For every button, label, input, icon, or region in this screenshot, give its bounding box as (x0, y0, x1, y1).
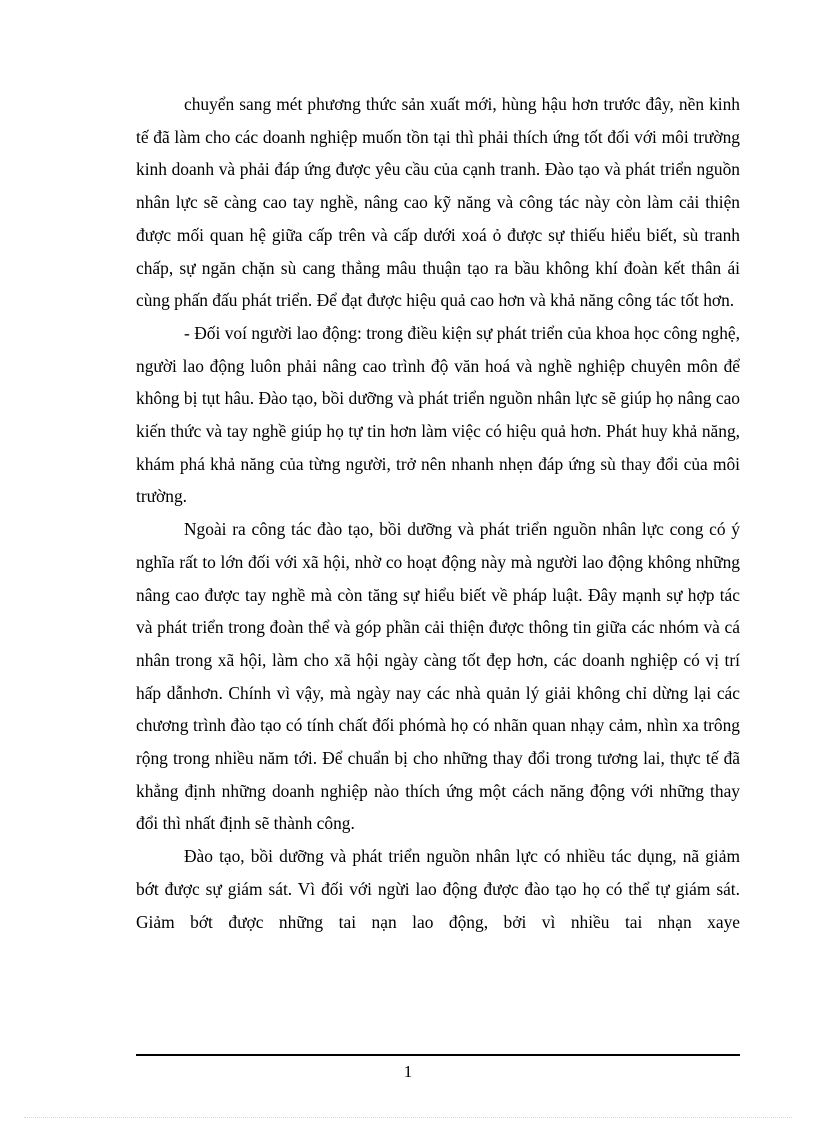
page-number: 1 (403, 1062, 413, 1081)
footer-divider (136, 1054, 740, 1056)
paragraph-2: - Đối voí người lao động: trong điều kiện sự phát triển của khoa học công nghệ, người lao động luôn phải nâng cao trình độ văn hoá và nghề nghiệp chuyên môn để không bị tụt hâu. Đào tạo, bồi dưỡng và phát triển nguồn nhân lực sẽ giúp họ nâng cao kiến thức và tay nghề giúp họ tự tin hơn làm việc có hiệu quả hơn. Phát huy khả năng, khám phá khả năng của từng người, trở nên nhanh nhẹn đáp ứng sù thay đổi của môi trường. (136, 322, 740, 507)
paragraph-4: Đào tạo, bồi dưỡng và phát triển nguồn nhân lực có nhiều tác dụng, nã giảm bớt được sự giám sát. Vì đối với ngừi lao động được đào tạo họ có thể tự giám sát. Giảm bớt được những tai nạn lao động, bởi vì nhiều tai nhạn xaye (136, 846, 740, 932)
page-bottom-edge (24, 1117, 792, 1118)
paragraph-3: Ngoài ra công tác đào tạo, bồi dưỡng và phát triển nguồn nhân lực cong có ý nghĩa rất to lớn đối với xã hội, nhờ co hoạt động này mà người lao động không những nâng cao được tay nghề mà còn tăng sự hiểu biết về pháp luật. Đây mạnh sự hợp tác và phát triển trong đoàn thể và góp phần cải thiện được thông tin giữa các nhóm và cá nhân trong xã hội, làm cho xã hội ngày càng tốt đẹp hơn, các doanh nghiệp có vị trí hấp dẫnhơn. Chính vì vậy, mà ngày nay các nhà quản lý giải không chỉ dừng lại các chương trình đào tạo có tính chất đối phómà họ có nhãn quan nhạy cảm, nhìn xa trông rộng trong nhiều năm tới. Để chuẩn bị cho những thay đổi trong tương lai, thực tế đã khẳng định những doanh nghiệp nào thích ứng một cách năng động với những thay đổi thì nhất định sẽ thành công. (136, 519, 740, 834)
paragraph-1: chuyển sang mét phương thức sản xuất mới, hùng hậu hơn trước đây, nền kinh tế đã làm cho các doanh nghiệp muốn tồn tại thì phải thích ứng tốt đối với môi trường kinh doanh và phải đáp ứng được yêu cầu của cạnh tranh. Đào tạo và phát triển nguồn nhân lực sẽ càng cao tay nghề, nâng cao kỹ năng và công tác này còn làm cải thiện được mối quan hệ giữa cấp trên và cấp dưới xoá ỏ được sự thiếu hiểu biết, sù tranh chấp, sự ngăn chặn sù cang thẳng mâu thuận tạo ra bầu không khí đoàn kết thân ái cùng phấn đấu phát triển. Để đạt được hiệu quả cao hơn và khả năng công tác tốt hơn. (136, 94, 740, 311)
document-body (136, 88, 740, 938)
